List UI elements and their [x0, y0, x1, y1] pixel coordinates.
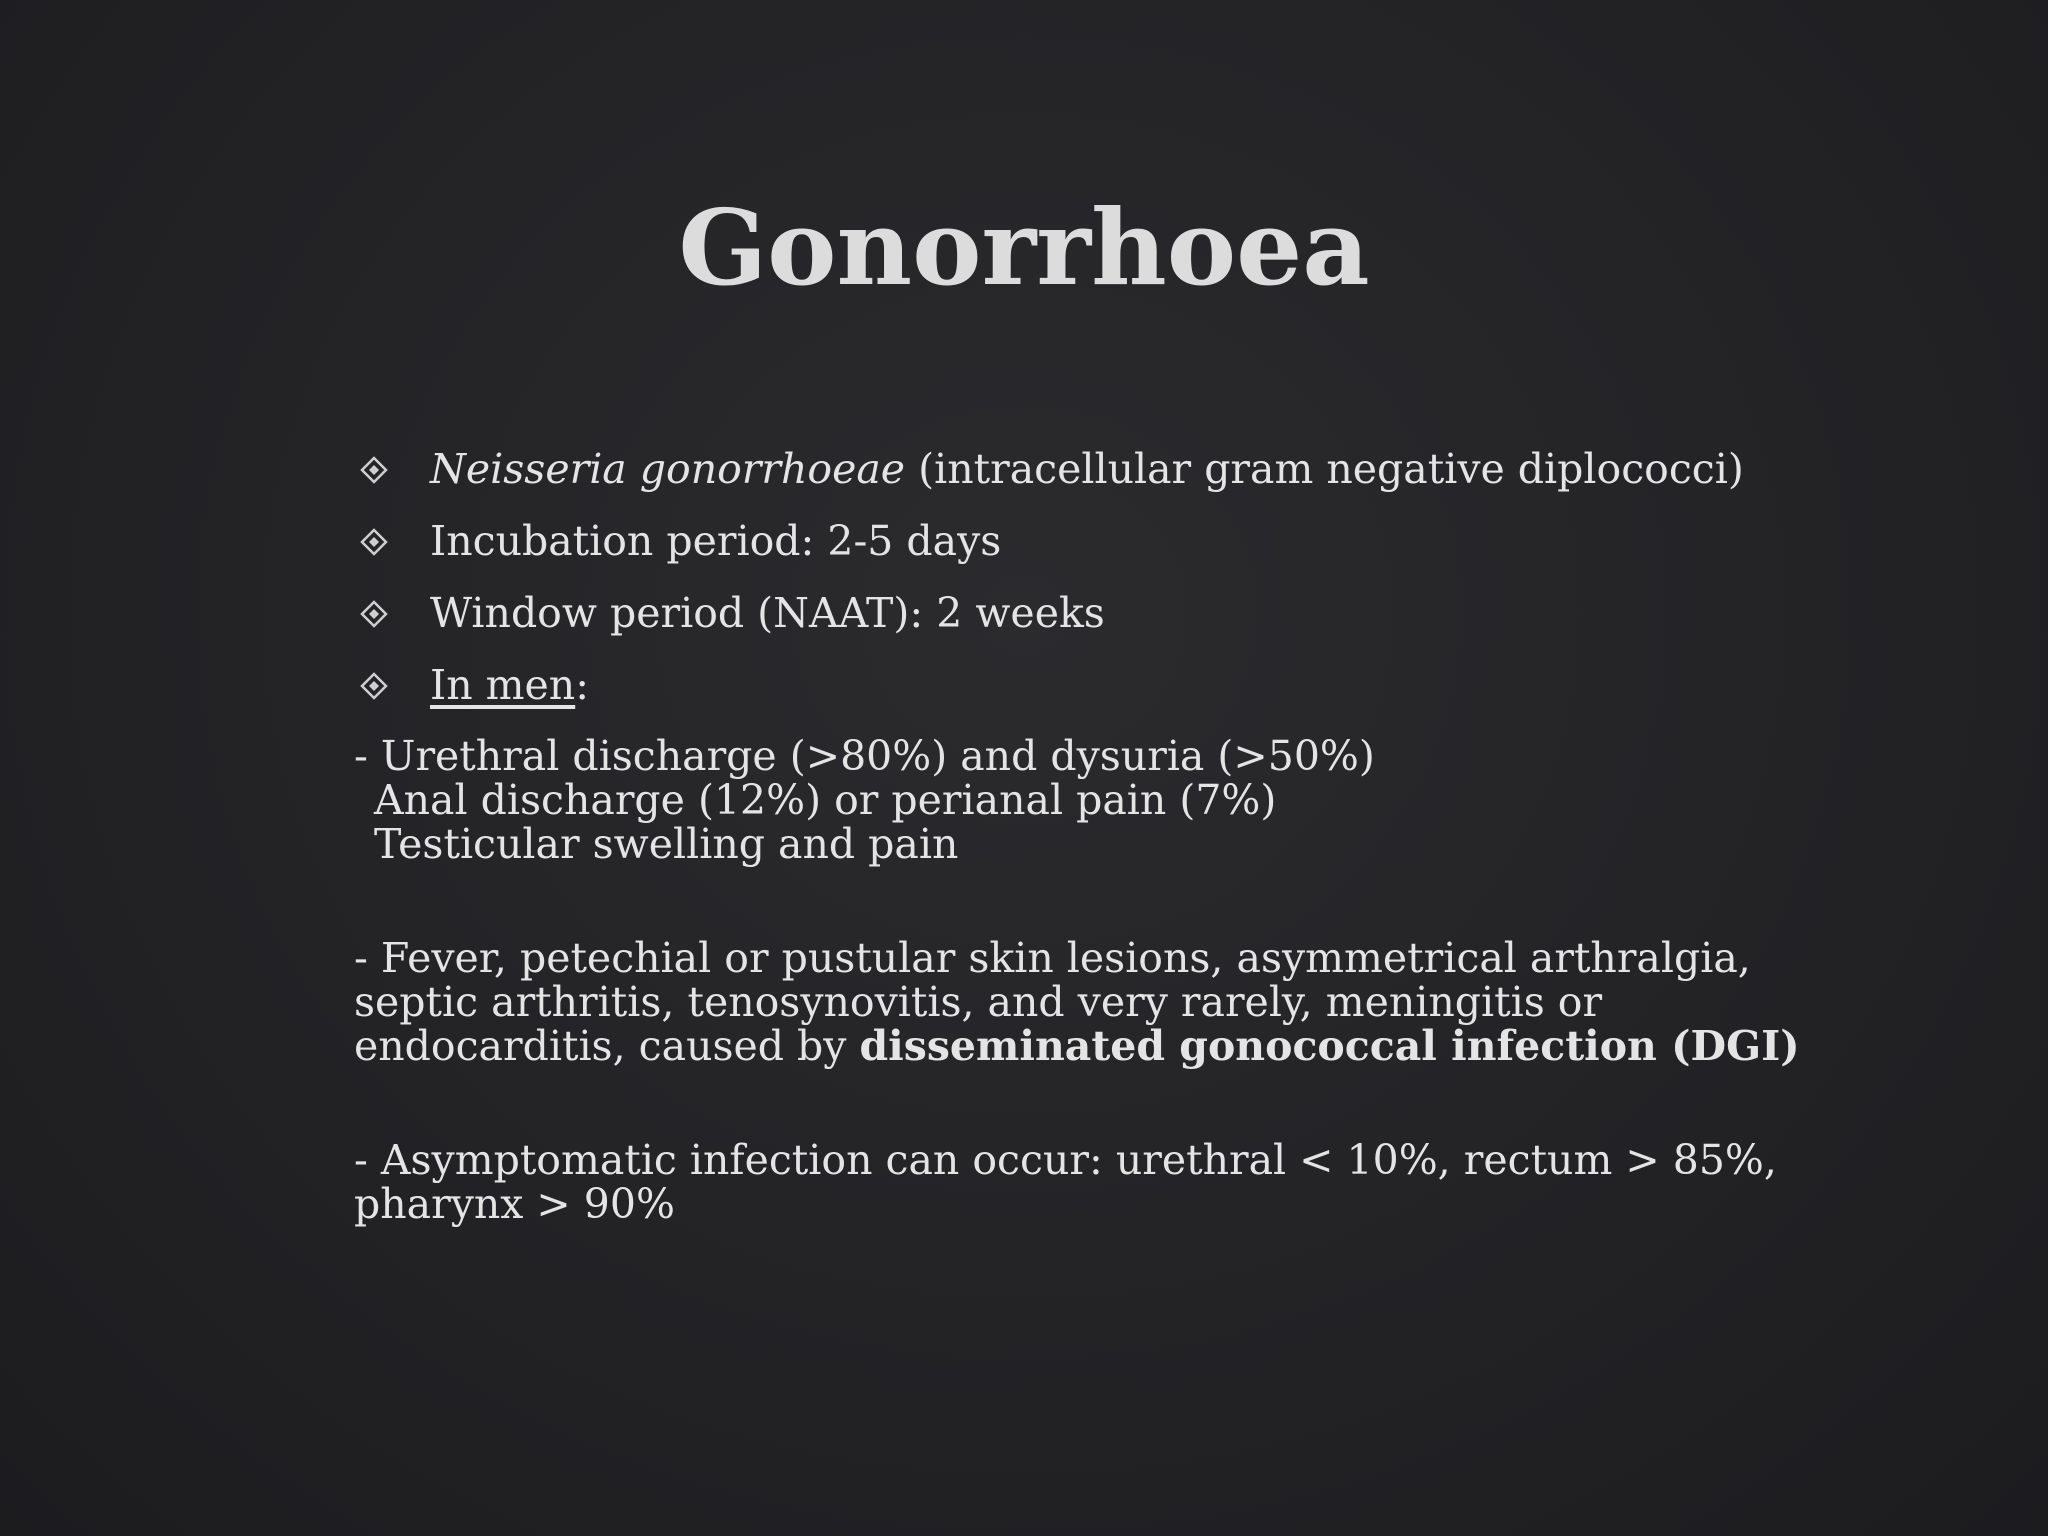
dgi-line-1: - Fever, petechial or pustular skin lesions, asymmetrical arthralgia,: [354, 934, 1751, 982]
dgi-term: disseminated gonococcal infection (DGI): [859, 1022, 1800, 1070]
testicular-line: Testicular swelling and pain: [374, 820, 959, 868]
slide-title: Gonorrhoea: [678, 186, 1370, 309]
bullet-list: [360, 438, 1760, 726]
bullet-item: [360, 654, 1760, 726]
incubation-period-text: Incubation period: 2-5 days: [430, 517, 1002, 565]
dgi-line-2: septic arthritis, tenosynovitis, and very rarely, meningitis or: [354, 978, 1603, 1026]
bullet-text: [430, 438, 1744, 500]
dgi-line-3: [354, 1022, 1800, 1070]
diamond-bullet-icon: [360, 600, 388, 628]
asymptomatic-paragraph: [354, 1136, 1777, 1228]
bullet-item: [360, 510, 1760, 582]
asymptomatic-line-2: pharynx > 90%: [354, 1180, 675, 1228]
dgi-line-3-prefix: endocarditis, caused by: [354, 1022, 860, 1070]
anal-discharge-line: Anal discharge (12%) or perianal pain (7%): [374, 776, 1277, 824]
bullet-item: [360, 438, 1760, 510]
organism-name: Neisseria gonorrhoeae: [430, 445, 906, 493]
in-men-colon: :: [575, 661, 590, 709]
diamond-bullet-icon: [360, 672, 388, 700]
window-period-text: Window period (NAAT): 2 weeks: [430, 589, 1105, 637]
diamond-bullet-icon: [360, 456, 388, 484]
urethral-discharge-line: - Urethral discharge (>80%) and dysuria (>50%): [354, 732, 1375, 780]
dgi-paragraph: [354, 934, 1800, 1070]
diamond-bullet-icon: [360, 528, 388, 556]
asymptomatic-line-1: - Asymptomatic infection can occur: urethral < 10%, rectum > 85%,: [354, 1136, 1777, 1184]
bullet-item: [360, 582, 1760, 654]
bullet-text: [430, 654, 589, 716]
in-men-heading: In men: [430, 661, 576, 709]
organism-description: (intracellular gram negative diplococci): [905, 445, 1744, 493]
men-symptoms-paragraph: [354, 734, 1754, 866]
